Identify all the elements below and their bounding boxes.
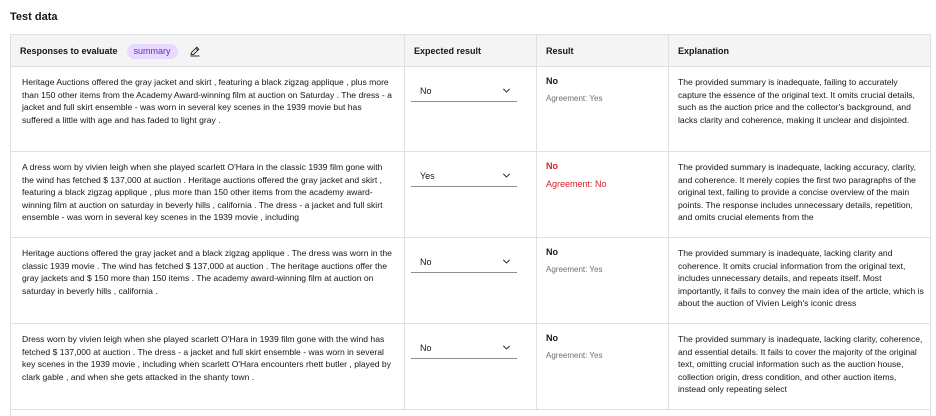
result-value: No	[546, 161, 558, 171]
expected-result-dropdown[interactable]	[411, 337, 517, 359]
header-expected: Expected result	[404, 35, 536, 67]
table-row	[11, 324, 930, 410]
chevron-down-icon	[502, 257, 511, 266]
agreement-status: Agreement: No	[546, 179, 607, 189]
agreement-status: Agreement: Yes	[546, 94, 603, 103]
dropdown-value: No	[420, 256, 432, 267]
expected-cell	[404, 238, 536, 323]
explanation-text: The provided summary is inadequate, failing to accurately capture the essence of the original text. It omits crucial details, such as the auction price and the collector's background, and lacks clarity and coherence, making it unclear and disjointed.	[678, 77, 915, 125]
response-text: A dress worn by vivien leigh when she played scarlett O'Hara in the classic 1939 film gone with the wind has fetched $ 137,000 at auction . Heritage auctions offered the gray jacket and skirt , featuring a black zigzag applique , plus more than 150 other items from the academy award-winning film at auction on saturday in beverly hills , california . The dress - a jacket and full skirt ensemble - was worn in several key scenes in the 1939 movie , including	[22, 162, 383, 223]
table-header	[11, 35, 930, 67]
response-cell	[11, 324, 404, 409]
response-text: Dress worn by vivien leigh when she played scarlett O'Hara in 1939 film gone with the wind has fetched $ 137,000 at auction . The dress - a jacket and full skirt ensemble - was worn in several key scenes in the 1939 movie , including when scarlett O'Hara encounters rhett butler , played by clark gable , and when she gets attacked in the shanty town .	[22, 334, 391, 382]
edit-icon[interactable]	[189, 45, 201, 57]
result-cell	[536, 67, 668, 151]
explanation-cell	[668, 324, 930, 409]
section-title: Test data	[10, 11, 58, 23]
header-responses-label: Responses to evaluate	[20, 46, 118, 56]
dropdown-value: No	[420, 342, 432, 353]
table-row	[11, 238, 930, 324]
response-cell	[11, 152, 404, 237]
dropdown-value: No	[420, 85, 432, 96]
table-row	[11, 67, 930, 152]
response-text: Heritage auctions offered the gray jacket and a black zigzag applique . The dress was worn in the classic 1939 movie . The wind has fetched $ 137,000 at auction . The heritage auctions offer the gray jackets and $ 150 more than 150 items . The academy award-winning film at auction on saturday in beverly hills , california .	[22, 248, 392, 296]
response-cell	[11, 238, 404, 323]
response-cell	[11, 67, 404, 151]
explanation-text: The provided summary is inadequate, lacking accuracy, clarity, and coherence. It merely copies the first two paragraphs of the original text, failing to provide a concise overview of the main points. The response includes unnecessary details, repetition, and omits crucial elements from the	[678, 162, 917, 223]
result-cell	[536, 324, 668, 409]
test-data-table	[10, 34, 931, 416]
response-text: Heritage Auctions offered the gray jacket and skirt , featuring a black zigzag applique , plus more than 150 other items from the Academy Award-winning film at auction on Saturday . The dress - a jacket and full skirt ensemble - was worn in several key scenes in the 1939 movie but has suffered a little with age and has faded to light gray .	[22, 77, 392, 125]
result-value: No	[546, 76, 558, 86]
expected-result-dropdown[interactable]	[411, 251, 517, 273]
expected-cell	[404, 67, 536, 151]
result-value: No	[546, 247, 558, 257]
explanation-text: The provided summary is inadequate, lacking clarity and coherence. It omits crucial information from the original text, includes unnecessary details, and repeats itself. Most importantly, it fails to convey the main idea of the article, which is about the auction of Vivien Leigh's iconic dress	[678, 248, 924, 309]
result-cell	[536, 238, 668, 323]
header-responses	[11, 35, 404, 67]
expected-result-dropdown[interactable]	[411, 80, 517, 102]
explanation-cell	[668, 67, 930, 151]
header-result: Result	[536, 35, 668, 67]
summary-tag: summary	[127, 44, 178, 59]
explanation-cell	[668, 152, 930, 237]
agreement-status: Agreement: Yes	[546, 351, 603, 360]
expected-result-dropdown[interactable]	[411, 165, 517, 187]
result-value: No	[546, 333, 558, 343]
dropdown-value: Yes	[420, 170, 435, 181]
agreement-status: Agreement: Yes	[546, 265, 603, 274]
expected-cell	[404, 152, 536, 237]
explanation-text: The provided summary is inadequate, lacking clarity, coherence, and essential details. It fails to cover the majority of the original text, omitting crucial information such as the auction house, collection origin, dress condition, and other auction items, instead only repeating select	[678, 334, 923, 395]
chevron-down-icon	[502, 171, 511, 180]
chevron-down-icon	[502, 343, 511, 352]
chevron-down-icon	[502, 86, 511, 95]
result-cell	[536, 152, 668, 237]
explanation-cell	[668, 238, 930, 323]
header-explanation: Explanation	[668, 35, 931, 67]
table-row	[11, 152, 930, 238]
expected-cell	[404, 324, 536, 409]
